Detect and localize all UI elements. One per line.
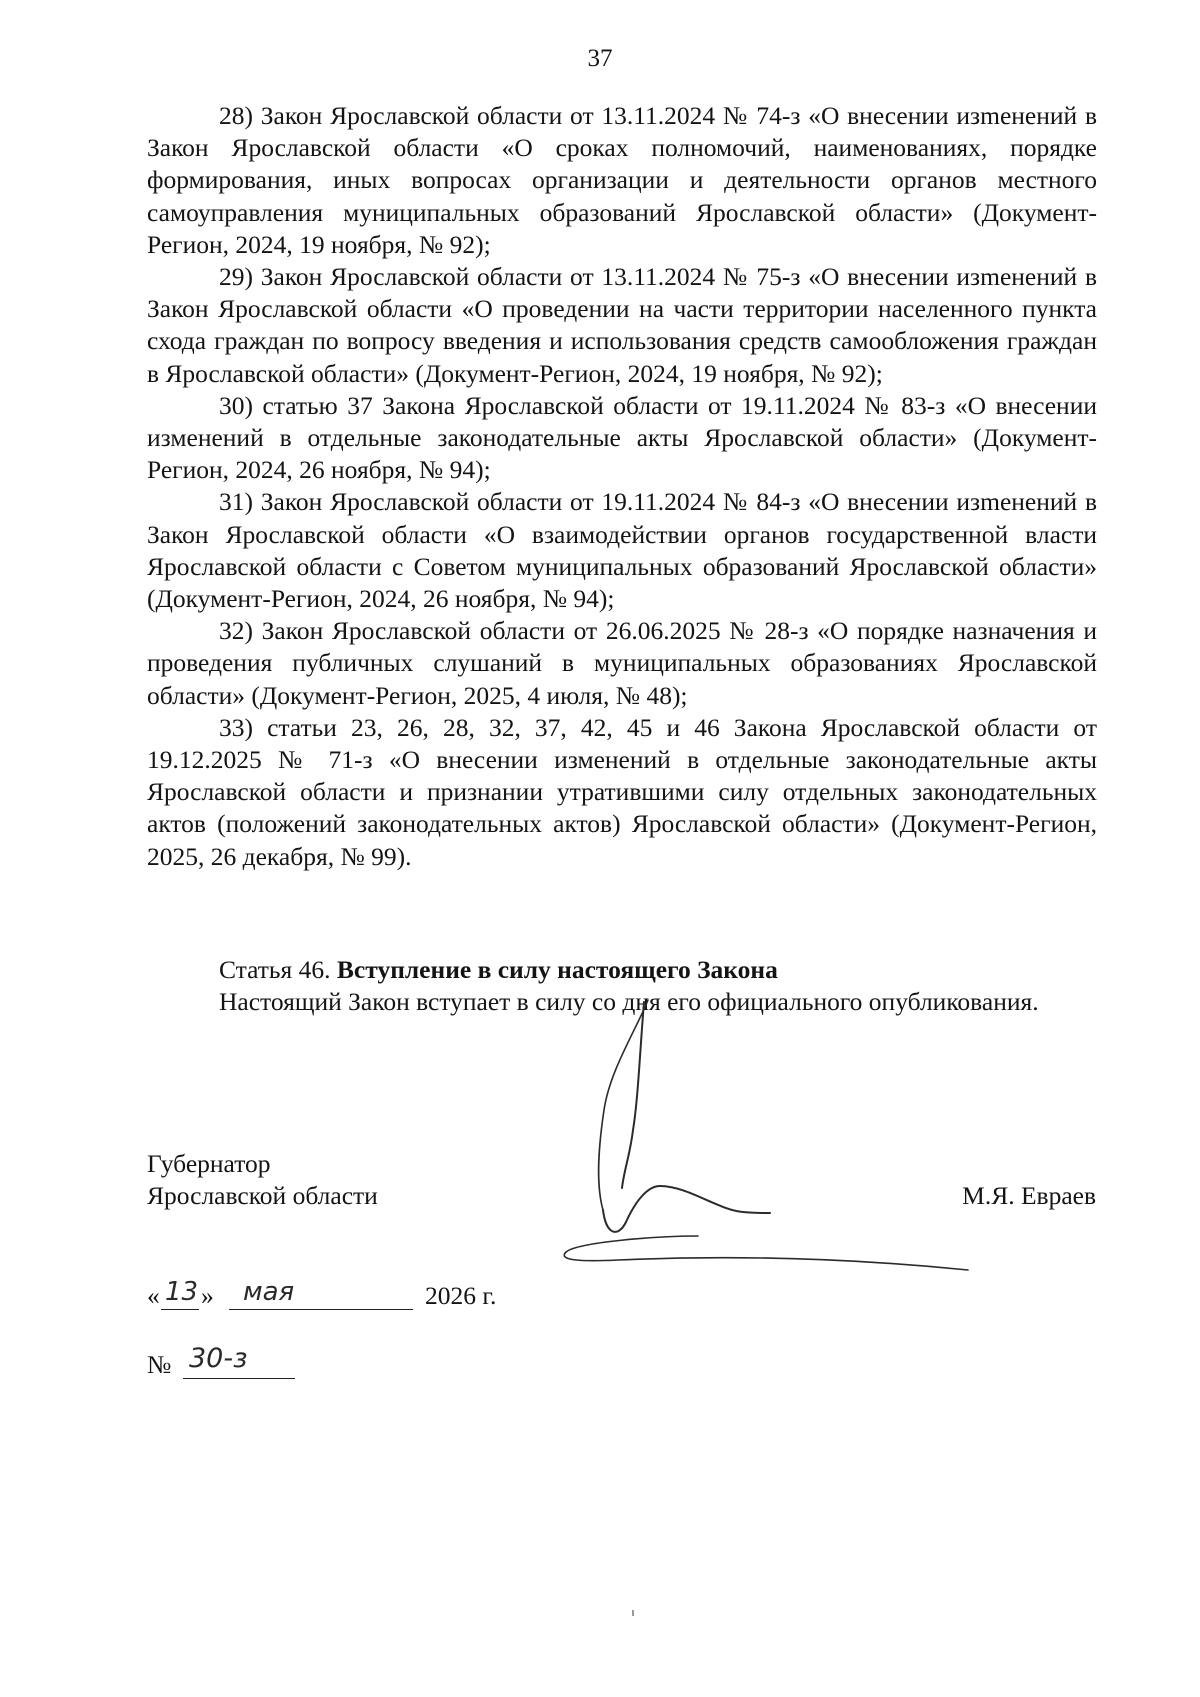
handwritten-signature (548, 990, 1028, 1280)
list-item-30: 30) статью 37 Закона Ярославской области от 19.11.2024 № 83-з «О внесении изменений в отдельные законодательные акты Ярославской области» (Документ-Регион, 2024, 26 ноября, № 94); (147, 390, 1097, 485)
date-year: 2026 г. (425, 1281, 497, 1310)
list-item-28: 28) Закон Ярославской области от 13.11.2024 № 74-з «О внесении изmенений в Закон Ярославской области «О сроках полномочий, наименованиях, порядке формирования, иных вопросах организации и деятельности органов местного самоуправления муниципальных образований Ярославской области» (Документ-Регион, 2024, 19 ноября, № 92); (147, 101, 1097, 259)
date-close-quote: » (201, 1281, 214, 1310)
signatory-name: М.Я. Евраев (962, 1181, 1096, 1210)
law-number (147, 1345, 347, 1389)
position-line-1: Губернатор (147, 1149, 271, 1178)
number-sign: № (147, 1350, 172, 1379)
article-text: Настоящий Закон вступает в силу со дня его официального опубликования. (219, 987, 1039, 1017)
position-line-2: Ярославской области (147, 1181, 378, 1211)
date-month: мая (243, 1277, 295, 1307)
list-item-29: 29) Закон Ярославской области от 13.11.2024 № 75-з «О внесении изmенений в Закон Ярославской области «О проведении на части территории населенного пункта схода граждан по вопросу введения и использования средств самообложения граждан в Ярославской области» (Документ-Регион, 2024, 19 ноября, № 92); (147, 262, 1097, 388)
list-item-33: 33) статьи 23, 26, 28, 32, 37, 42, 45 и 46 Закона Ярославской области от 19.12.2025 № 71-з «О внесении изменений в отдельные законодательные акты Ярославской области и признании утратившими силу отдельных законодательных актов (положений законодательных актов) Ярославской области» (Документ-Регион, 2025, 26 декабря, № 99). (147, 712, 1097, 871)
page-number: 37 (587, 45, 613, 72)
article-prefix: Статья 46. (219, 955, 331, 984)
signatory-position (147, 1148, 378, 1212)
law-number-value: 30-з (189, 1343, 248, 1374)
repealed-acts-list (147, 100, 1097, 873)
date-open-quote: « (147, 1281, 160, 1310)
list-item-31: 31) Закон Ярославской области от 19.11.2024 № 84-з «О внесении изmенений в Закон Ярославской области «О взаимодействии органов государственной власти Ярославской области с Советом муниципальных образований Ярославской области» (Документ-Регион, 2024, 26 ноября, № 94); (147, 487, 1097, 614)
scan-artifact (632, 1610, 634, 1616)
date-day: 13 (165, 1277, 199, 1307)
article-heading (147, 954, 1097, 986)
signing-date (147, 1276, 567, 1316)
article-title: Вступление в силу настоящего Закона (336, 955, 778, 984)
list-item-32: 32) Закон Ярославской области от 26.06.2025 № 28-з «О порядке назначения и проведения публичных слушаний в муниципальных образованиях Ярославской области» (Документ-Регион, 2025, 4 июля, № 48); (147, 616, 1097, 710)
